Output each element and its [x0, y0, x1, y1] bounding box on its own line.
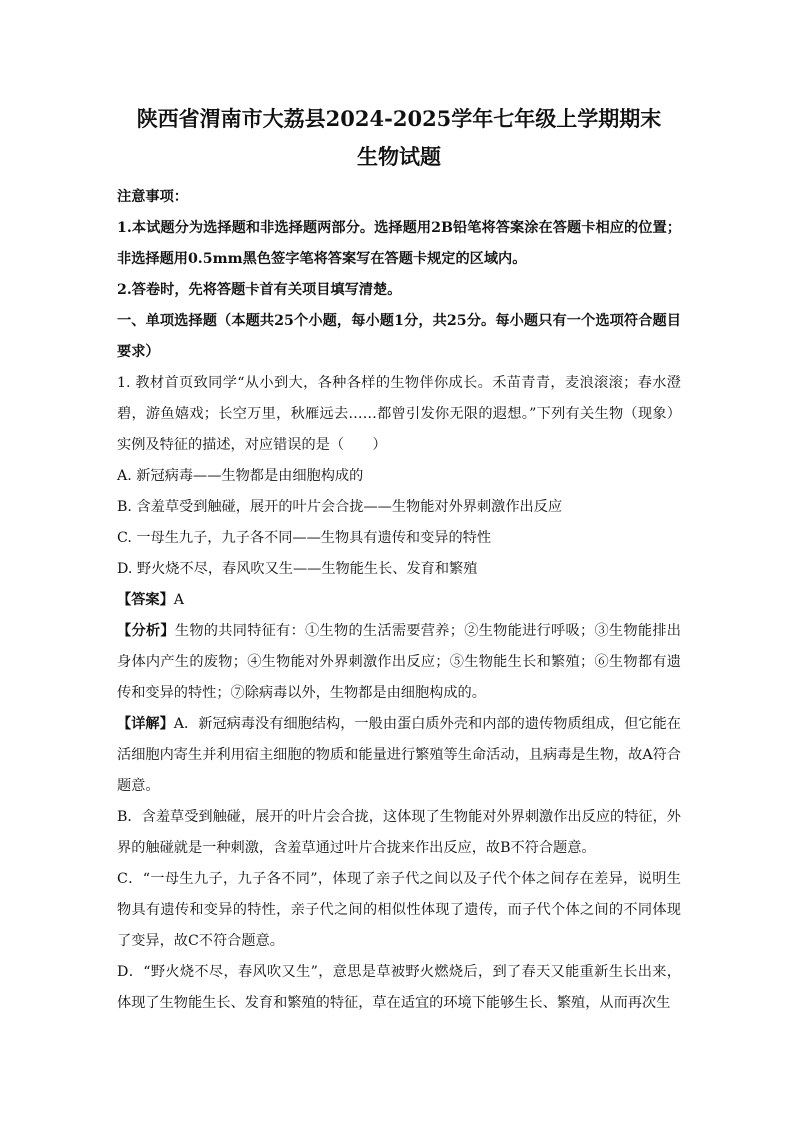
option-c: C. 一母生九子，九子各不同——生物具有遗传和变异的特性: [117, 530, 492, 546]
analysis-text: 生物的共同特征有：①生物的生活需要营养；②生物能进行呼吸；③生物能排出身体内产生的废物；④生物能对外界刺激作出反应；⑤生物能生长和繁殖；⑥生物都有遗传和变异的特性；⑦除病毒以外，生物都是由细胞构成的。: [117, 623, 681, 701]
answer-line: [117, 585, 681, 616]
option-b: B. 含羞草受到触碰，展开的叶片会合拢——生物能对外界刺激作出反应: [117, 499, 563, 515]
question-stem: 1. 教材首页致同学“从小到大，各种各样的生物伴你成长。禾苗青青，麦浪滚滚；春水澄碧，游鱼嬉戏；长空万里，秋雁远去……都曾引发你无限的遐想。”下列有关生物（现象）实例及特征的描述，对应错误的是（ ）: [117, 375, 681, 453]
notice-item-2: 2.答卷时，先将答题卡首有关项目填写清楚。: [117, 282, 402, 298]
notice-item-1: 1.本试题分为选择题和非选择题两部分。选择题用2B铅笔将答案涂在答题卡相应的位置；非选择题用0.5mm黑色签字笔将答案写在答题卡规定的区域内。: [117, 220, 681, 267]
analysis-paragraph: [117, 616, 681, 709]
detail-paragraph-d: D．“野火烧不尽，春风吹又生”，意思是草被野火燃烧后，到了春天又能重新生长出来，体现了生物能生长、发育和繁殖的特征，草在适宜的环境下能够生长、繁殖，从而再次生: [117, 964, 681, 1011]
notice-heading: 注意事项：: [117, 189, 188, 205]
detail-a-text: A．新冠病毒没有细胞结构，一般由蛋白质外壳和内部的遗传物质组成，但它能在活细胞内寄生并利用宿主细胞的物质和能量进行繁殖等生命活动，且病毒是生物，故A符合题意。: [117, 716, 681, 794]
section-heading: 一、单项选择题（本题共25个小题，每小题1分，共25分。每小题只有一个选项符合题目要求）: [117, 313, 681, 360]
analysis-tag: 【分析】: [117, 623, 175, 639]
option-d: D. 野火烧不尽，春风吹又生——生物能生长、发育和繁殖: [117, 561, 478, 577]
detail-paragraph-c: C．“一母生九子，九子各不同”，体现了亲子代之间以及子代个体之间存在差异，说明生物具有遗传和变异的特性，亲子代之间的相似性体现了遗传，而子代个体之间的不同体现了变异，故C不符合题意。: [117, 871, 681, 949]
detail-paragraph-a: [117, 709, 681, 802]
answer-tag: 【答案】: [117, 592, 174, 608]
page-subtitle: 生物试题: [357, 144, 441, 169]
page-title: 陕西省渭南市大荔县2024-2025学年七年级上学期期末: [136, 106, 662, 131]
detail-paragraph-b: B．含羞草受到触碰，展开的叶片会合拢，这体现了生物能对外界刺激作出反应的特征，外界的触碰就是一种刺激，含羞草通过叶片合拢来作出反应，故B不符合题意。: [117, 809, 681, 856]
detail-tag: 【详解】: [117, 716, 174, 732]
answer-value: A: [173, 592, 185, 608]
option-a: A. 新冠病毒——生物都是由细胞构成的: [117, 468, 364, 484]
